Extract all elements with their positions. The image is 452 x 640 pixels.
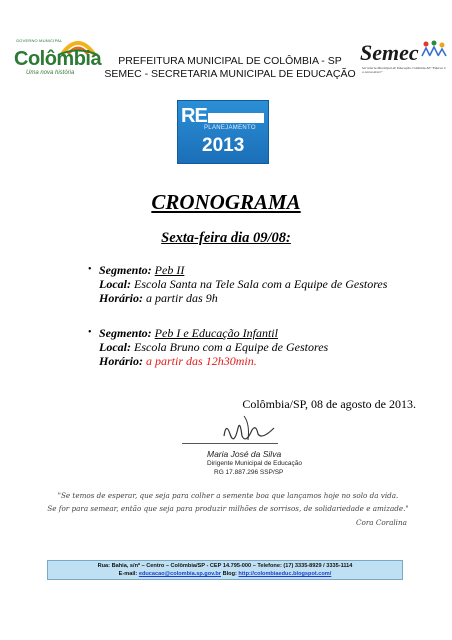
horario-label: Horário: bbox=[99, 291, 144, 305]
footer-links bbox=[48, 570, 402, 578]
signature-line bbox=[182, 443, 278, 444]
footer-blog-label: Blog: bbox=[222, 571, 237, 577]
segmento-label: Segmento: bbox=[99, 263, 152, 277]
horario-value: a partir das 12h30min. bbox=[146, 354, 257, 368]
place-date: Colômbia/SP, 08 de agosto de 2013. bbox=[242, 397, 416, 411]
colombia-logo bbox=[14, 36, 102, 80]
bullet-icon: • bbox=[88, 264, 92, 275]
signatory-role: Dirigente Municipal de Educação bbox=[207, 460, 303, 467]
document-subtitle: Sexta-feira dia 09/08: bbox=[161, 230, 291, 246]
schedule-item bbox=[88, 263, 418, 305]
quote bbox=[30, 489, 426, 515]
footer-email-label: E-mail: bbox=[118, 571, 138, 577]
header-title bbox=[100, 55, 360, 81]
local-value: Escola Santa na Tele Sala com a Equipe de Gestores bbox=[134, 277, 388, 291]
horario-row bbox=[88, 291, 418, 305]
quote-line-2: Se for para semear, então que seja para produzir milhões de sorrisos, de solidariedade e amizade." bbox=[47, 504, 409, 513]
banner-white-bar bbox=[208, 113, 264, 123]
horario-value: a partir das 9h bbox=[146, 291, 218, 305]
people-logo-icon bbox=[418, 40, 448, 60]
segmento-value: Peb I e Educação Infantil bbox=[154, 326, 278, 340]
footer-email-link[interactable]: educacao@colombia.sp.gov.br bbox=[138, 571, 221, 577]
footer-blog-link[interactable]: http://colombiaeduc.blogspot.com/ bbox=[238, 571, 332, 577]
header-line-1: PREFEITURA MUNICIPAL DE COLÔMBIA - SP bbox=[118, 55, 342, 67]
quote-author: Cora Coralina bbox=[356, 518, 407, 527]
footer-contact bbox=[47, 560, 403, 580]
logo-name: Colômbia bbox=[14, 48, 102, 70]
local-label: Local: bbox=[99, 340, 131, 354]
semec-logo-name: Semec bbox=[360, 40, 419, 65]
semec-logo bbox=[358, 40, 448, 84]
local-label: Local: bbox=[99, 277, 131, 291]
document-title: CRONOGRAMA bbox=[151, 190, 301, 214]
schedule-item bbox=[88, 326, 418, 368]
quote-line-1: "Se temos de esperar, que seja para colher a semente boa que lançamos hoje no solo da vida. bbox=[57, 491, 399, 500]
segmento-value: Peb II bbox=[154, 263, 185, 277]
segmento-row bbox=[88, 326, 418, 340]
logo-tagline: Uma nova história bbox=[26, 70, 75, 76]
semec-logo-subtitle: Secretaria Municipal de Educação Colômbia-SP "Educar é o nosso dever" bbox=[362, 66, 446, 74]
horario-row bbox=[88, 354, 418, 368]
signatory-rg: RG 17.887.296 SSP/SP bbox=[214, 469, 284, 476]
bullet-icon: • bbox=[88, 327, 92, 338]
local-value: Escola Bruno com a Equipe de Gestores bbox=[134, 340, 329, 354]
logo-caption: GOVERNO MUNICIPAL bbox=[16, 38, 63, 43]
local-row bbox=[88, 340, 418, 354]
header-line-2: SEMEC - SECRETARIA MUNICIPAL DE EDUCAÇÃO bbox=[104, 68, 356, 80]
banner-re: RE bbox=[181, 105, 207, 127]
local-row bbox=[88, 277, 418, 291]
segmento-label: Segmento: bbox=[99, 326, 152, 340]
signatory-name: Maria José da Silva bbox=[207, 449, 282, 459]
segmento-row bbox=[88, 263, 418, 277]
banner-plan: PLANEJAMENTO bbox=[204, 125, 256, 131]
footer-address: Rua: Bahia, s/nº – Centro – Colômbia/SP - CEP 14.795-000 – Telefone: (17) 3335-8929 / 3335-1114 bbox=[97, 563, 353, 569]
horario-label: Horário: bbox=[99, 354, 144, 368]
replanejamento-banner bbox=[177, 100, 269, 164]
banner-year: 2013 bbox=[202, 135, 245, 156]
